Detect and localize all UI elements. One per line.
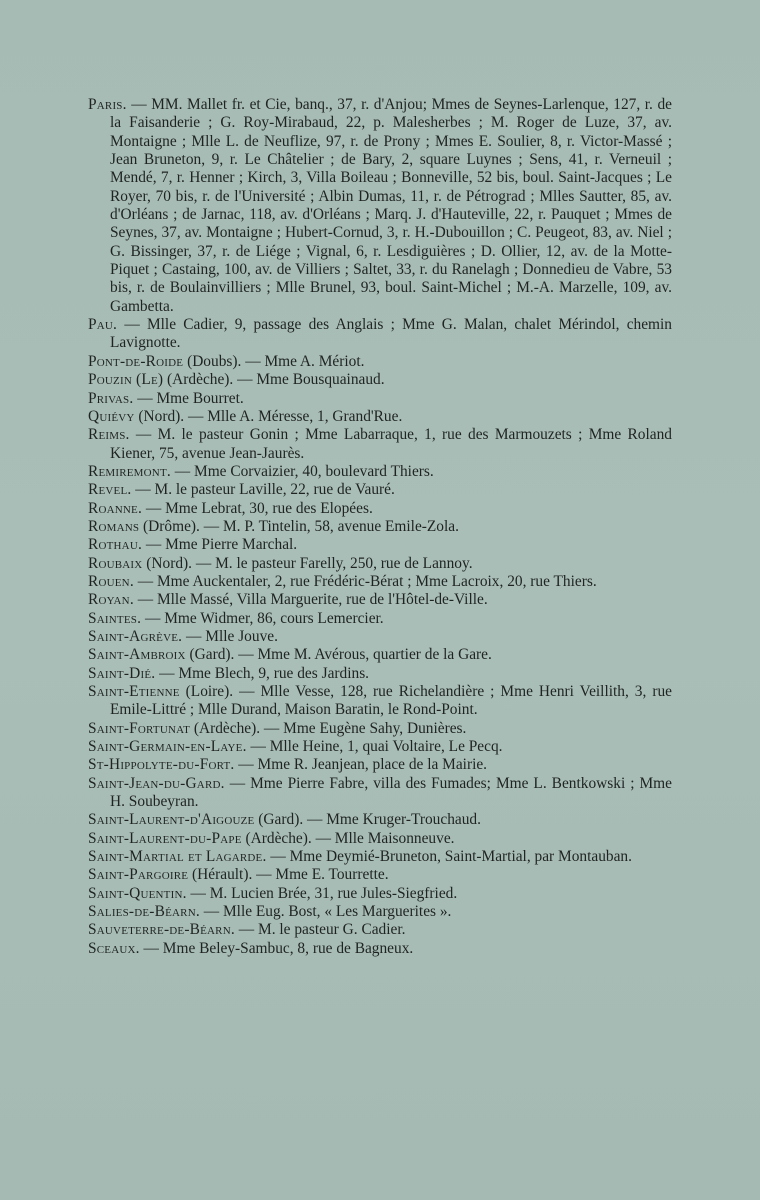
list-item [88,683,672,720]
list-item [88,646,672,664]
place-name: Saint-Germain-en-Laye. [88,738,247,756]
list-item [88,408,672,426]
entry-text: (Drôme). — M. P. Tintelin, 58, avenue Emile-Zola. [139,517,459,535]
place-name: Saint-Quentin. [88,884,187,902]
entry-text: (Ardèche). — Mlle Maisonneuve. [241,829,455,847]
list-item [88,573,672,591]
list-item [88,426,672,463]
entry-text: — MM. Mallet fr. et Cie, banq., 37, r. d'Anjou; Mmes de Seynes-Larlenque, 127, r. de la Faisanderie ; G. Roy-Mirabaud, 22, p. Malesherbes ; M. Roger de Luze, 37, av. Montaigne ; Mlle L. de Neuflize, 97, r. de Prony ; Mmes E. Soulier, 8, r. Victor-Massé ; Jean Bruneton, 9, r. Le Châtelier ; de Bary, 2, square Luynes ; Sens, 41, r. Verneuil ; Mendé, 7, r. Henner ; Kirch, 3, Villa Boileau ; Bonneville, 52 bis, boul. Saint-Jacques ; Le Royer, 70 bis, r. de l'Université ; Albin Dumas, 11, r. de Pétrograd ; Mlles Sautter, 85, av. d'Orléans ; de Jarnac, 118, av. d'Orléans ; Marq. J. d'Hauteville, 22, r. Pauquet ; Mmes de Seynes, 37, av. Montaigne ; Hubert-Cornud, 3, r. H.-Dubouillon ; C. Peugeot, 83, av. Niel ; G. Bissinger, 37, r. de Liége ; Vignal, 6, r. Lesdiguières ; D. Ollier, 12, av. de la Motte-Piquet ; Castaing, 100, av. de Villiers ; Saltet, 33, r. du Ranelagh ; Donnedieu de Vabre, 53 bis, r. de Boulainvilliers ; Mlle Brunel, 93, boul. Saint-Michel ; M.-A. Marzelle, 109, av. Gambetta. [110,96,672,315]
list-item [88,665,672,683]
list-item [88,720,672,738]
entry-text: — M. Lucien Brée, 31, rue Jules-Siegfried. [186,884,458,902]
list-item [88,610,672,628]
list-item [88,903,672,921]
place-name: Saint-Martial et Lagarde. [88,848,267,866]
entry-text: (Gard). — Mme Kruger-Trouchaud. [254,811,481,829]
list-item [88,591,672,609]
entry-text: — Mme Corvaizier, 40, boulevard Thiers. [170,462,434,480]
list-item [88,738,672,756]
place-name: Saint-Pargoire [88,866,189,884]
entry-text: — Mlle Massé, Villa Marguerite, rue de l'Hôtel-de-Ville. [133,591,488,609]
entry-text: — Mlle Heine, 1, quai Voltaire, Le Pecq. [246,738,503,756]
entry-text: — Mme Pierre Fabre, villa des Fumades; Mme L. Bentkowski ; Mme H. Soubeyran. [110,774,672,811]
list-item [88,390,672,408]
entry-text: (Gard). — Mme M. Avérous, quartier de la Gare. [185,646,492,664]
place-name: Royan. [88,591,134,609]
place-name: Reims. [88,426,130,444]
place-name: Revel. [88,481,132,499]
entry-text: — M. le pasteur Laville, 22, rue de Vauré. [131,481,395,499]
entry-text: — Mme Auckentaler, 2, rue Frédéric-Bérat ; Mme Lacroix, 20, rue Thiers. [133,572,597,590]
list-item [88,96,672,316]
list-item [88,500,672,518]
place-name: Paris. [88,96,127,113]
entry-text: — Mme Lebrat, 30, rue des Elopées. [142,499,373,517]
place-name: Rothau. [88,536,143,554]
list-item [88,775,672,812]
list-item [88,353,672,371]
list-item [88,940,672,958]
list-item [88,316,672,353]
place-name: Saint-Jean-du-Gard. [88,774,225,792]
place-name: Salies-de-Béarn. [88,903,200,921]
list-item [88,921,672,939]
entry-text: (Loire). — Mlle Vesse, 128, rue Richelandière ; Mme Henri Veillith, 3, rue Emile-Littré ; Mlle Durand, Maison Baratin, le Rond-Point. [110,683,672,719]
list-item [88,555,672,573]
entry-text: — Mme Bourret. [133,389,244,407]
entry-text: — Mme R. Jeanjean, place de la Mairie. [234,756,488,774]
entry-text: — Mme Deymié-Bruneton, Saint-Martial, par Montauban. [266,848,632,866]
place-name: Remiremont. [88,462,171,480]
place-name: Quiévy [88,407,135,425]
place-name: Roubaix [88,554,143,572]
entry-text: — Mlle Eug. Bost, « Les Marguerites ». [199,903,452,921]
entry-text: (Doubs). — Mme A. Mériot. [183,352,365,370]
entry-text: — M. le pasteur G. Cadier. [234,921,406,939]
list-item [88,885,672,903]
place-name: Pont-de-Roide [88,352,184,370]
list-item [88,848,672,866]
place-name: Saint-Ambroix [88,646,186,664]
entry-text: (Ardèche). — Mme Eugène Sahy, Dunières. [190,719,467,737]
place-name: Roanne. [88,499,143,517]
list-item [88,811,672,829]
entry-text: — M. le pasteur Gonin ; Mme Labarraque, 1, rue des Marmouzets ; Mme Roland Kiener, 75, avenue Jean-Jaurès. [110,426,672,462]
place-name: Privas. [88,389,134,407]
place-name: Saint-Fortunat [88,719,190,737]
address-list [88,96,672,958]
entry-text: (Nord). — Mlle A. Méresse, 1, Grand'Rue. [134,407,403,425]
entry-text: — Mlle Jouve. [182,627,278,645]
list-item [88,756,672,774]
entry-text: — Mme Widmer, 86, cours Lemercier. [141,609,384,627]
place-name: Romans [88,517,140,535]
place-name: Saint-Etienne [88,683,180,700]
entry-text: (Ardèche). — Mme Bousquainaud. [163,371,385,389]
list-item [88,830,672,848]
place-name: Sceaux. [88,939,140,957]
place-name: Saint-Agrève. [88,627,183,645]
entry-text: — Mme Blech, 9, rue des Jardins. [155,664,370,682]
place-name: Saintes. [88,609,142,627]
place-name: Saint-Dié. [88,664,156,682]
entry-text: (Hérault). — Mme E. Tourrette. [188,866,389,884]
list-item [88,536,672,554]
entry-text: — Mme Beley-Sambuc, 8, rue de Bagneux. [139,939,414,957]
entry-text: (Nord). — M. le pasteur Farelly, 250, rue de Lannoy. [142,554,473,572]
entry-text: — Mme Pierre Marchal. [142,536,298,554]
list-item [88,371,672,389]
entry-text: — Mlle Cadier, 9, passage des Anglais ; Mme G. Malan, chalet Mérindol, chemin Lavignotte. [110,316,672,352]
list-item [88,628,672,646]
place-name: Pau. [88,316,118,334]
place-name: Saint-Laurent-du-Pape [88,829,242,847]
place-name: Pouzin (Le) [88,371,164,389]
list-item [88,481,672,499]
place-name: Rouen. [88,572,134,590]
list-item [88,866,672,884]
place-name: Saint-Laurent-d'Aigouze [88,811,255,829]
list-item [88,518,672,536]
place-name: St-Hippolyte-du-Fort. [88,756,235,774]
list-item [88,463,672,481]
place-name: Sauveterre-de-Béarn. [88,921,235,939]
